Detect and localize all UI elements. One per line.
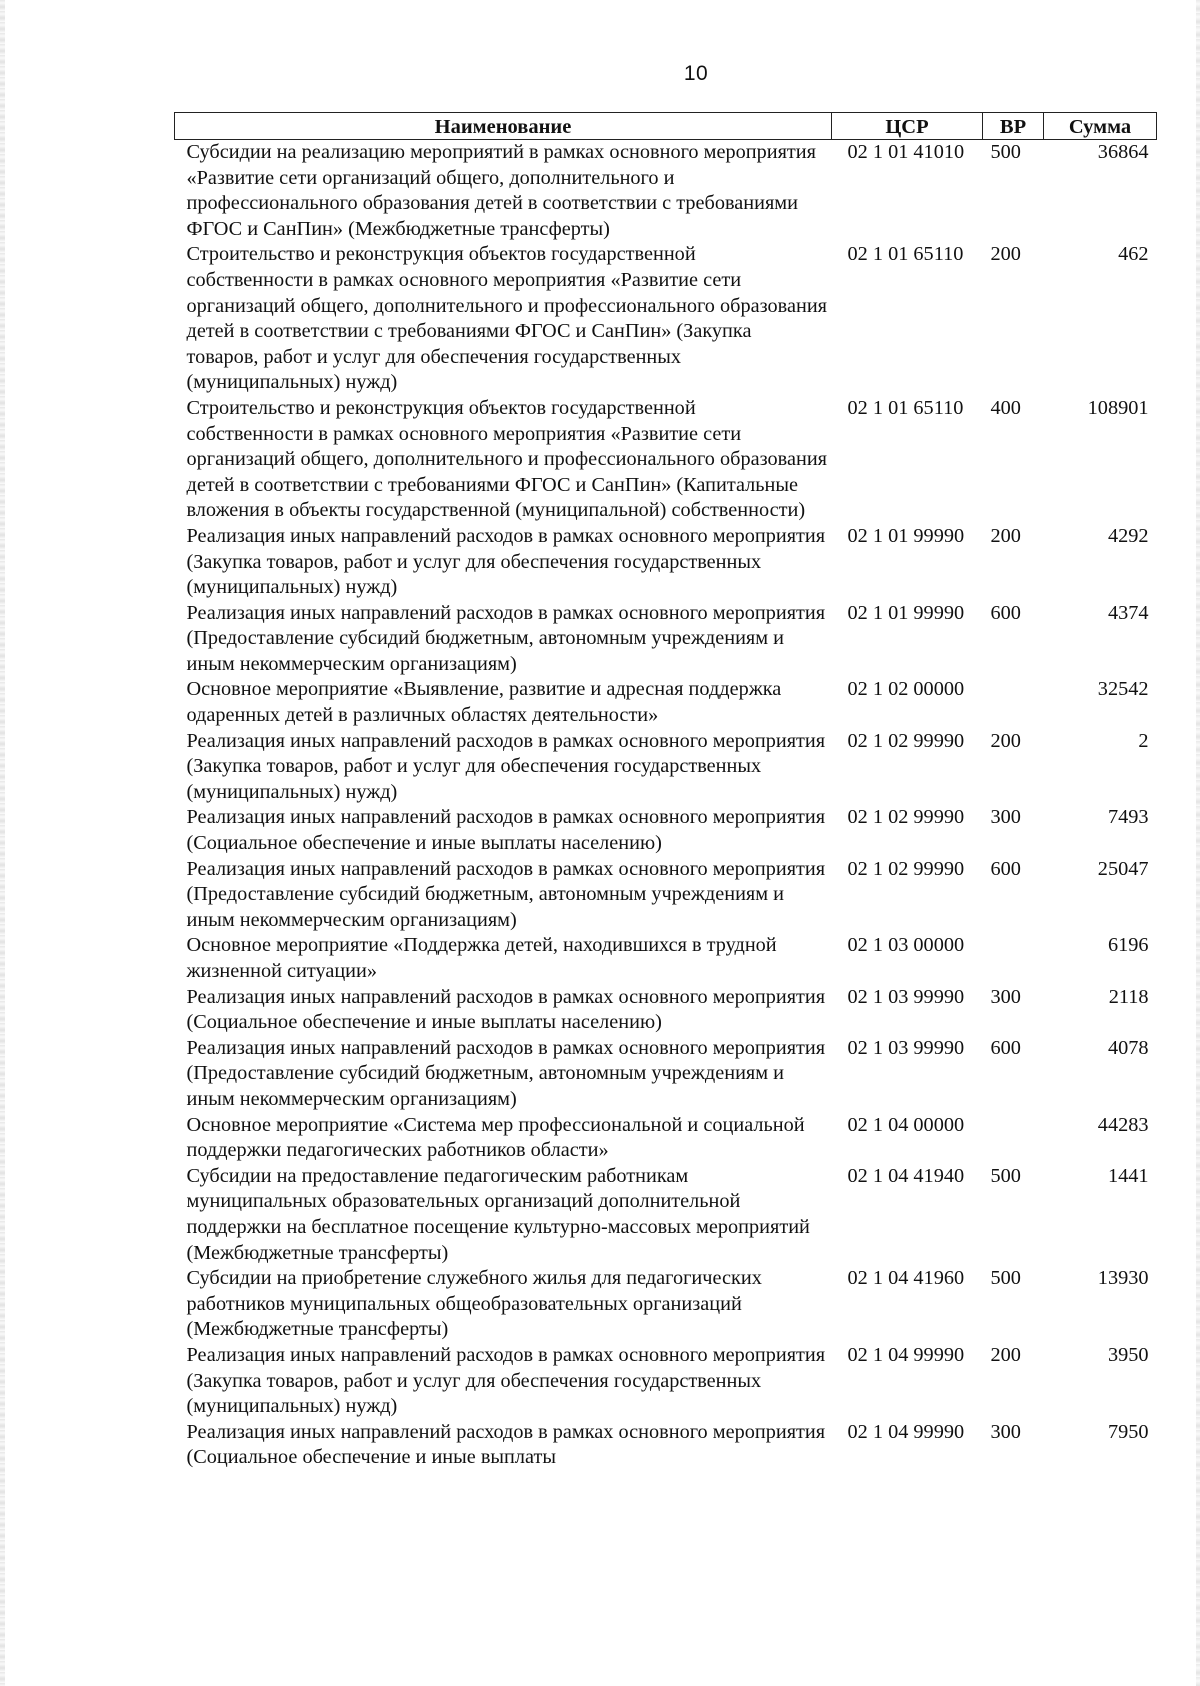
table-header [175, 113, 1157, 140]
table-row [175, 1266, 1157, 1343]
row-name-cell: Реализация иных направлений расходов в рамках основного мероприятия (Социальное обеспечение и иные выплаты населению) [186, 806, 826, 855]
row-vr-cell [983, 1113, 1044, 1164]
row-vr-cell: 200 [990, 729, 1021, 752]
row-sum-cell: 4078 [1107, 1036, 1149, 1059]
row-vr-cell: 200 [990, 524, 1021, 547]
row-sum-cell: 4292 [1107, 524, 1149, 547]
header-name: Наименование [175, 113, 832, 140]
row-csr-cell: 02 1 04 00000 [847, 1113, 965, 1136]
row-csr-cell: 02 1 04 99990 [847, 1420, 965, 1443]
row-vr-cell [983, 933, 1044, 984]
header-row [175, 113, 1157, 140]
row-vr-cell: 500 [990, 1164, 1021, 1187]
row-vr-cell: 300 [990, 806, 1021, 829]
table-row [175, 1164, 1157, 1266]
budget-table [174, 112, 1157, 1471]
table-row [175, 805, 1157, 856]
row-sum-cell: 13930 [1097, 1267, 1149, 1290]
row-vr-cell: 600 [990, 601, 1021, 624]
row-csr-cell: 02 1 03 99990 [847, 985, 965, 1008]
row-name-cell: Реализация иных направлений расходов в рамках основного мероприятия (Социальное обеспечение и иные выплаты населению) [186, 985, 826, 1034]
row-csr-cell: 02 1 01 99990 [847, 601, 965, 624]
row-name-cell: Основное мероприятие «Система мер профессиональной и социальной поддержки педагогических работников области» [186, 1113, 805, 1162]
table-row [175, 242, 1157, 396]
row-vr-cell: 300 [990, 1420, 1021, 1443]
row-name-cell: Реализация иных направлений расходов в рамках основного мероприятия (Предоставление субсидий бюджетным, автономным учреждениям и иным некоммерческим организациям) [186, 1036, 826, 1110]
row-csr-cell: 02 1 01 65110 [847, 396, 964, 419]
row-name-cell: Субсидии на реализацию мероприятий в рамках основного мероприятия «Развитие сети организаций общего, дополнительного и профессионального образования детей в соответствии с требованиями ФГОС и СанПин» (Межбюджетные трансферты) [186, 141, 816, 240]
row-csr-cell: 02 1 02 00000 [847, 678, 965, 701]
row-csr-cell: 02 1 01 99990 [847, 524, 965, 547]
table-row [175, 1343, 1157, 1420]
table-row [175, 857, 1157, 934]
row-name-cell: Субсидии на приобретение служебного жилья для педагогических работников муниципальных общеобразовательных организаций (Межбюджетные трансферты) [186, 1267, 762, 1341]
row-vr-cell: 300 [990, 985, 1021, 1008]
row-name-cell: Реализация иных направлений расходов в рамках основного мероприятия (Закупка товаров, работ и услуг для обеспечения государственных (муниципальных) нужд) [186, 729, 826, 803]
row-name-cell: Реализация иных направлений расходов в рамках основного мероприятия (Предоставление субсидий бюджетным, автономным учреждениям и иным некоммерческим организациям) [186, 857, 826, 931]
row-csr-cell: 02 1 01 65110 [847, 243, 964, 266]
row-sum-cell: 3950 [1107, 1343, 1149, 1366]
row-sum-cell: 6196 [1107, 934, 1149, 957]
scan-edge-left [0, 0, 5, 1686]
row-vr-cell: 600 [990, 1036, 1021, 1059]
row-name-cell: Основное мероприятие «Выявление, развитие и адресная поддержка одаренных детей в различных областях деятельности» [186, 678, 782, 727]
row-sum-cell: 44283 [1097, 1113, 1149, 1136]
scan-edge-right [1196, 0, 1200, 1686]
row-vr-cell: 200 [990, 243, 1021, 266]
row-csr-cell: 02 1 02 99990 [847, 857, 965, 880]
row-vr-cell [983, 677, 1044, 728]
row-csr-cell: 02 1 04 41940 [847, 1164, 965, 1187]
row-csr-cell: 02 1 02 99990 [847, 806, 965, 829]
row-name-cell: Реализация иных направлений расходов в рамках основного мероприятия (Закупка товаров, работ и услуг для обеспечения государственных (муниципальных) нужд) [186, 524, 826, 599]
row-sum-cell: 36864 [1097, 141, 1149, 163]
row-csr-cell: 02 1 01 41010 [847, 141, 965, 163]
row-sum-cell: 1441 [1107, 1164, 1149, 1187]
row-sum-cell: 4374 [1107, 601, 1149, 624]
row-vr-cell: 400 [990, 396, 1021, 419]
row-name-cell: Реализация иных направлений расходов в рамках основного мероприятия (Предоставление субсидий бюджетным, автономным учреждениям и иным некоммерческим организациям) [186, 601, 826, 675]
table-row [175, 677, 1157, 728]
row-sum-cell: 2118 [1108, 985, 1149, 1008]
row-sum-cell: 462 [1118, 243, 1149, 266]
table-row [175, 1036, 1157, 1113]
table-row [175, 1420, 1157, 1471]
header-csr: ЦСР [832, 113, 983, 140]
row-vr-cell: 600 [990, 857, 1021, 880]
table-row [175, 396, 1157, 524]
row-sum-cell: 32542 [1097, 678, 1149, 701]
row-sum-cell: 2 [1138, 729, 1149, 752]
row-csr-cell: 02 1 02 99990 [847, 729, 965, 752]
table-body [175, 140, 1157, 1471]
header-sum: Сумма [1044, 113, 1157, 140]
row-csr-cell: 02 1 03 00000 [847, 934, 965, 957]
row-csr-cell: 02 1 04 41960 [847, 1267, 965, 1290]
row-csr-cell: 02 1 03 99990 [847, 1036, 965, 1059]
table-row [175, 524, 1157, 601]
table-row [175, 729, 1157, 806]
table-row [175, 601, 1157, 678]
header-vr: ВР [983, 113, 1044, 140]
table-row [175, 1113, 1157, 1164]
row-csr-cell: 02 1 04 99990 [847, 1343, 965, 1366]
row-sum-cell: 7950 [1107, 1420, 1149, 1443]
row-name-cell: Реализация иных направлений расходов в рамках основного мероприятия (Социальное обеспечение и иные выплаты [186, 1420, 826, 1469]
row-vr-cell: 500 [990, 1267, 1021, 1290]
table-row [175, 933, 1157, 984]
row-name-cell: Основное мероприятие «Поддержка детей, находившихся в трудной жизненной ситуации» [186, 934, 777, 982]
row-sum-cell: 7493 [1107, 806, 1149, 829]
row-name-cell: Строительство и реконструкция объектов государственной собственности в рамках основного мероприятия «Развитие сети организаций общего, дополнительного и профессионального образования детей в соответствии с требованиями ФГОС и СанПин» (Закупка товаров, работ и услуг для обеспечения государственных (муниципальных) нужд) [186, 243, 828, 394]
row-sum-cell: 25047 [1097, 857, 1149, 880]
row-sum-cell: 108901 [1087, 396, 1149, 419]
page-number: 10 [683, 62, 709, 85]
row-vr-cell: 200 [990, 1343, 1021, 1366]
row-name-cell: Строительство и реконструкция объектов государственной собственности в рамках основного мероприятия «Развитие сети организаций общего, дополнительного и профессионального образования детей в соответствии с требованиями ФГОС и СанПин» (Капитальные вложения в объекты государственной (муниципальной) собственности) [186, 396, 828, 522]
table-row [175, 985, 1157, 1036]
row-vr-cell: 500 [990, 141, 1021, 163]
table-row [175, 140, 1157, 243]
row-name-cell: Субсидии на предоставление педагогическим работникам муниципальных образовательных организаций дополнительной поддержки на бесплатное посещение культурно-массовых мероприятий (Межбюджетные трансферты) [186, 1164, 810, 1264]
row-name-cell: Реализация иных направлений расходов в рамках основного мероприятия (Закупка товаров, работ и услуг для обеспечения государственных (муниципальных) нужд) [186, 1343, 826, 1418]
